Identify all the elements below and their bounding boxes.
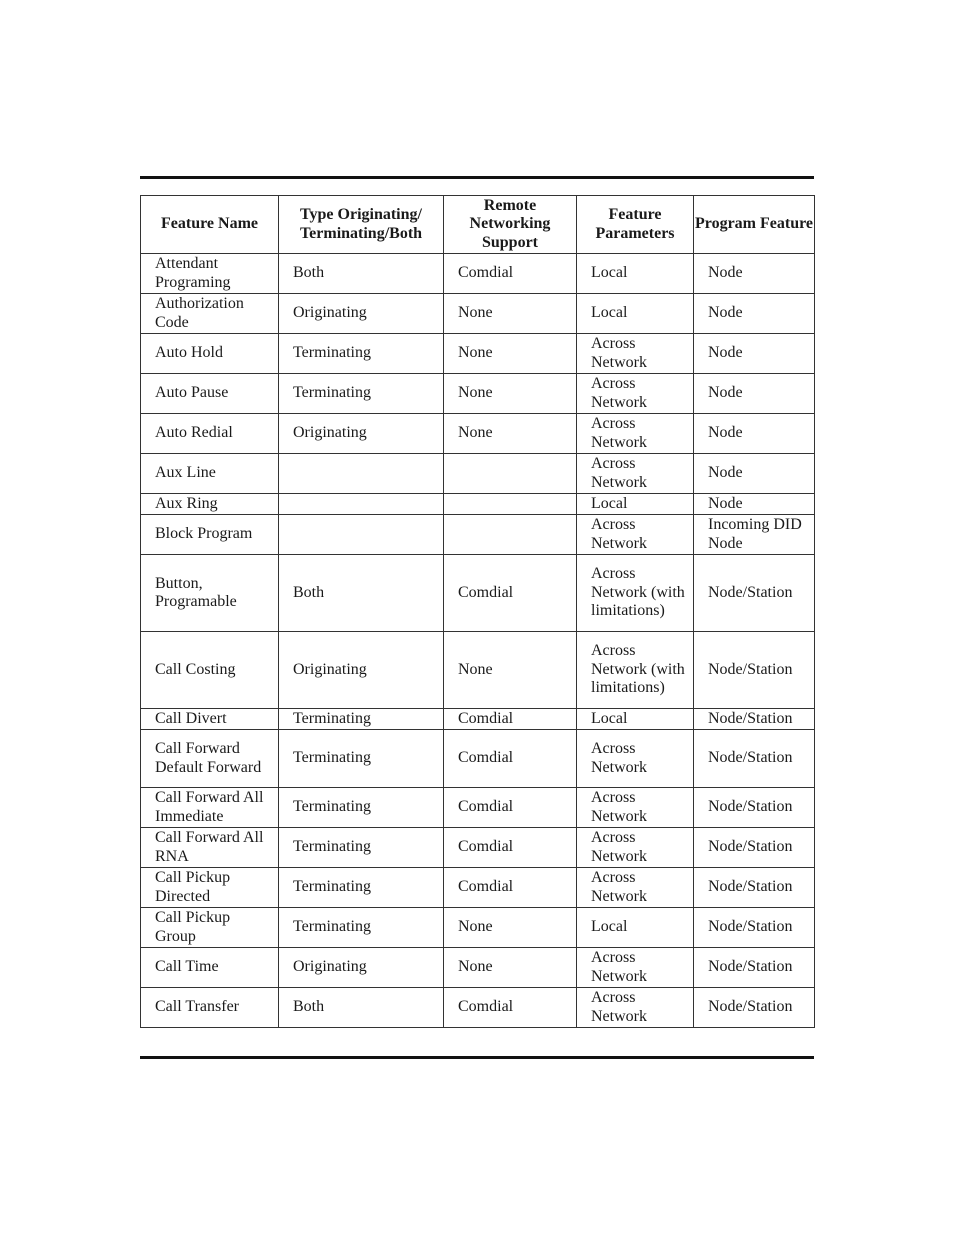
table-header-row (141, 196, 815, 254)
cell-feature-parameters: Across Network (577, 788, 694, 828)
cell-feature-name: Call Transfer (141, 988, 279, 1028)
cell-program-feature: Node/Station (694, 948, 815, 988)
cell-feature-name: Call Forward All RNA (141, 828, 279, 868)
cell-program-feature: Node (694, 454, 815, 494)
cell-feature-parameters: Across Network (with limitations) (577, 555, 694, 632)
header-feature-name: Feature Name (141, 196, 279, 254)
cell-program-feature: Node/Station (694, 632, 815, 709)
header-type: Type Originating/ Terminating/Both (279, 196, 444, 254)
header-program-feature: Program Feature (694, 196, 815, 254)
table-row (141, 414, 815, 454)
bottom-rule (140, 1056, 814, 1059)
table-row (141, 494, 815, 515)
cell-remote-networking: None (444, 374, 577, 414)
table-row (141, 515, 815, 555)
cell-remote-networking: Comdial (444, 788, 577, 828)
table-row (141, 988, 815, 1028)
cell-remote-networking: None (444, 948, 577, 988)
cell-remote-networking: Comdial (444, 988, 577, 1028)
cell-feature-parameters: Across Network (577, 730, 694, 788)
cell-feature-name: Call Pickup Group (141, 908, 279, 948)
cell-program-feature: Node/Station (694, 555, 815, 632)
cell-type: Both (279, 555, 444, 632)
top-rule (140, 176, 814, 179)
cell-type: Originating (279, 414, 444, 454)
cell-remote-networking: Comdial (444, 555, 577, 632)
cell-type: Originating (279, 294, 444, 334)
cell-program-feature: Node/Station (694, 908, 815, 948)
cell-type: Terminating (279, 908, 444, 948)
cell-program-feature: Node/Station (694, 868, 815, 908)
cell-feature-parameters: Local (577, 294, 694, 334)
cell-type: Terminating (279, 709, 444, 730)
table-row (141, 788, 815, 828)
cell-feature-name: Button, Programable (141, 555, 279, 632)
cell-program-feature: Node/Station (694, 988, 815, 1028)
cell-type: Terminating (279, 730, 444, 788)
table-row (141, 730, 815, 788)
feature-table (140, 195, 815, 1028)
cell-type (279, 515, 444, 555)
cell-type: Both (279, 988, 444, 1028)
table-row (141, 868, 815, 908)
cell-remote-networking (444, 494, 577, 515)
cell-feature-parameters: Across Network (with limitations) (577, 632, 694, 709)
cell-program-feature: Node/Station (694, 709, 815, 730)
table-row (141, 555, 815, 632)
cell-feature-parameters: Local (577, 908, 694, 948)
cell-feature-parameters: Across Network (577, 948, 694, 988)
cell-program-feature: Node (694, 254, 815, 294)
cell-program-feature: Node (694, 494, 815, 515)
cell-remote-networking: Comdial (444, 828, 577, 868)
cell-feature-name: Block Program (141, 515, 279, 555)
cell-feature-name: Call Pickup Directed (141, 868, 279, 908)
cell-program-feature: Node (694, 374, 815, 414)
cell-program-feature: Node/Station (694, 828, 815, 868)
cell-feature-name: Authorization Code (141, 294, 279, 334)
cell-program-feature: Incoming DID Node (694, 515, 815, 555)
cell-remote-networking: Comdial (444, 254, 577, 294)
cell-feature-name: Aux Line (141, 454, 279, 494)
cell-type: Terminating (279, 334, 444, 374)
cell-feature-parameters: Across Network (577, 988, 694, 1028)
cell-type: Originating (279, 948, 444, 988)
cell-feature-name: Call Divert (141, 709, 279, 730)
table-row (141, 374, 815, 414)
cell-feature-name: Call Time (141, 948, 279, 988)
cell-type: Terminating (279, 788, 444, 828)
cell-program-feature: Node (694, 334, 815, 374)
cell-type: Originating (279, 632, 444, 709)
header-feature-parameters: Feature Parameters (577, 196, 694, 254)
cell-remote-networking: None (444, 908, 577, 948)
cell-program-feature: Node (694, 294, 815, 334)
cell-type: Terminating (279, 828, 444, 868)
table-row (141, 948, 815, 988)
cell-feature-parameters: Across Network (577, 334, 694, 374)
cell-program-feature: Node/Station (694, 788, 815, 828)
cell-feature-parameters: Local (577, 494, 694, 515)
cell-type: Both (279, 254, 444, 294)
cell-feature-name: Auto Pause (141, 374, 279, 414)
cell-type: Terminating (279, 374, 444, 414)
table-row (141, 632, 815, 709)
cell-feature-name: Attendant Programing (141, 254, 279, 294)
cell-remote-networking (444, 454, 577, 494)
cell-feature-name: Auto Hold (141, 334, 279, 374)
cell-feature-name: Auto Redial (141, 414, 279, 454)
cell-feature-parameters: Local (577, 709, 694, 730)
cell-feature-name: Call Costing (141, 632, 279, 709)
cell-remote-networking: None (444, 334, 577, 374)
cell-remote-networking (444, 515, 577, 555)
cell-feature-parameters: Across Network (577, 454, 694, 494)
header-remote-networking: Remote Networking Support (444, 196, 577, 254)
cell-remote-networking: None (444, 632, 577, 709)
cell-feature-parameters: Local (577, 254, 694, 294)
cell-feature-parameters: Across Network (577, 414, 694, 454)
cell-feature-parameters: Across Network (577, 515, 694, 555)
cell-feature-parameters: Across Network (577, 374, 694, 414)
cell-type (279, 494, 444, 515)
cell-type: Terminating (279, 868, 444, 908)
table-row (141, 828, 815, 868)
cell-remote-networking: Comdial (444, 868, 577, 908)
cell-feature-name: Call Forward Default Forward (141, 730, 279, 788)
table-row (141, 709, 815, 730)
cell-type (279, 454, 444, 494)
cell-feature-parameters: Across Network (577, 828, 694, 868)
cell-program-feature: Node/Station (694, 730, 815, 788)
cell-program-feature: Node (694, 414, 815, 454)
cell-feature-name: Aux Ring (141, 494, 279, 515)
table-row (141, 908, 815, 948)
cell-feature-parameters: Across Network (577, 868, 694, 908)
cell-remote-networking: None (444, 414, 577, 454)
table-row (141, 454, 815, 494)
cell-feature-name: Call Forward All Immediate (141, 788, 279, 828)
table-row (141, 254, 815, 294)
cell-remote-networking: None (444, 294, 577, 334)
table-row (141, 334, 815, 374)
cell-remote-networking: Comdial (444, 709, 577, 730)
table-row (141, 294, 815, 334)
cell-remote-networking: Comdial (444, 730, 577, 788)
